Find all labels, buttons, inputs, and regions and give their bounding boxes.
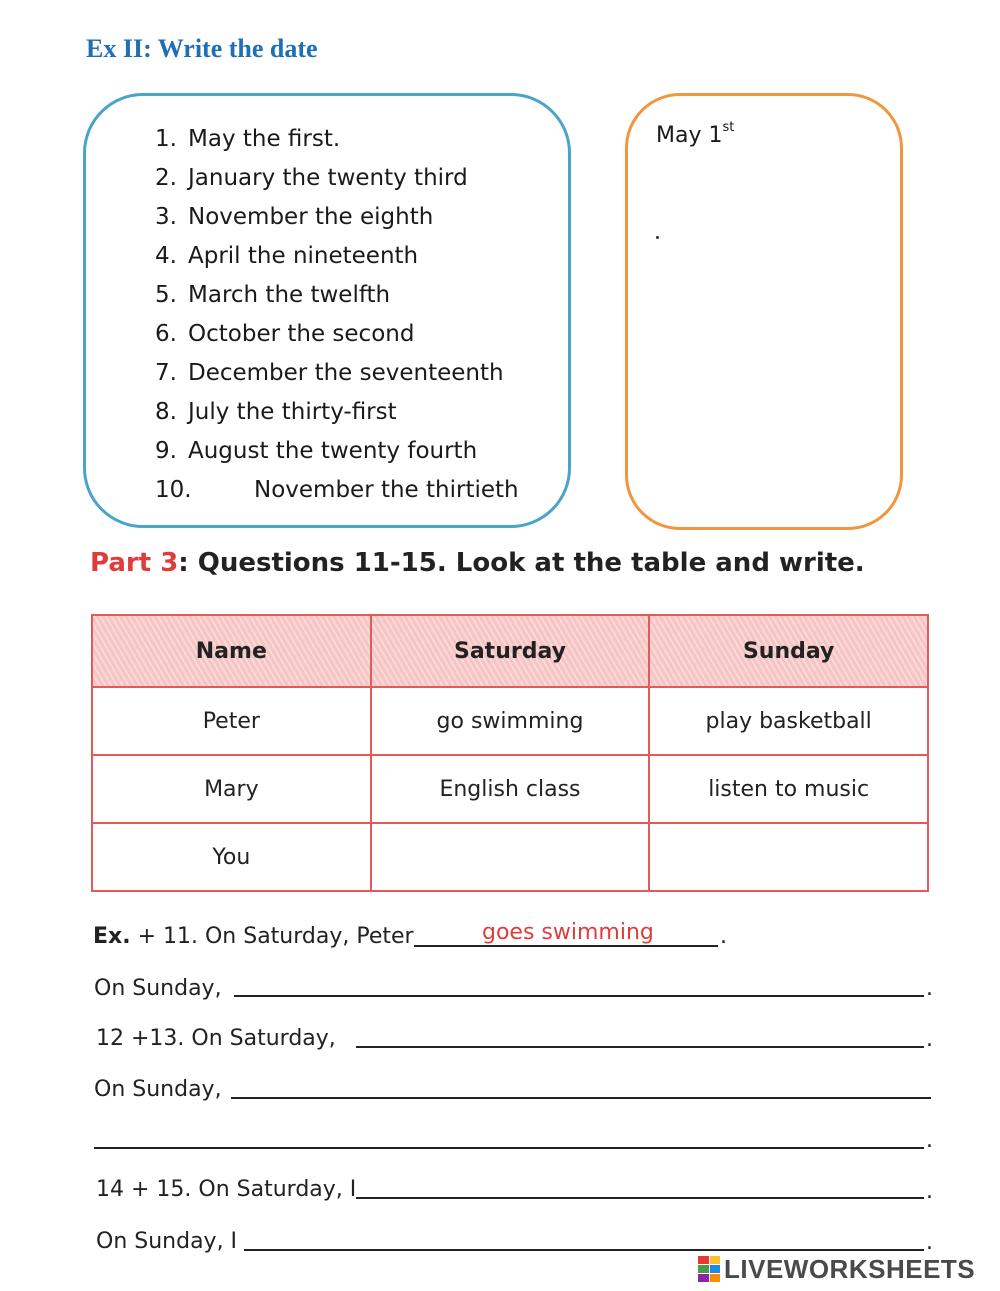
period: . [926, 1027, 933, 1052]
table-cell: You [92, 823, 371, 891]
answer-line-11[interactable] [234, 995, 924, 997]
date-item: 2. January the twenty third [155, 165, 468, 191]
logo-square [710, 1256, 721, 1264]
table-cell: play basketball [649, 687, 928, 755]
date-item: 7. December the seventeenth [155, 360, 504, 386]
table-row [92, 687, 928, 755]
date-item: 1. May the first. [155, 126, 341, 152]
question-line-label: On Sunday, [94, 1077, 222, 1102]
table-row [92, 823, 928, 891]
example-line-label: Ex. + 11. On Saturday, Peter [93, 924, 414, 949]
liveworksheets-logo [698, 1254, 975, 1284]
question-line-label: 12 +13. On Saturday, [96, 1026, 336, 1051]
answer-line-13b[interactable] [94, 1147, 924, 1149]
period: . [926, 1128, 933, 1153]
table-header-row [92, 615, 928, 687]
date-item: 3. November the eighth [155, 204, 434, 230]
logo-square [710, 1274, 721, 1282]
stray-dot [656, 236, 659, 239]
example-answer: goes swimming [482, 920, 654, 945]
date-item: 5. March the twelfth [155, 282, 391, 308]
period: . [720, 924, 727, 949]
table-row [92, 755, 928, 823]
table-cell: English class [371, 755, 650, 823]
table-cell: listen to music [649, 755, 928, 823]
question-line-label: 14 + 15. On Saturday, I [96, 1177, 357, 1202]
date-item: 6. October the second [155, 321, 415, 347]
table-cell: Mary [92, 755, 371, 823]
liveworksheets-icon [698, 1256, 720, 1282]
answer-line-12[interactable] [356, 1046, 924, 1048]
activities-table [91, 614, 929, 892]
exercise-title: Ex II: Write the date [86, 34, 318, 63]
table-cell-empty [371, 823, 650, 891]
answer-line-13a[interactable] [231, 1097, 931, 1099]
answer-line-14[interactable] [356, 1197, 924, 1199]
date-item: 8. July the thirty-first [155, 399, 397, 425]
table-header-cell: Sunday [649, 615, 928, 687]
part3-title: Part 3: Questions 11-15. Look at the table and write. [90, 548, 865, 578]
logo-square [698, 1256, 709, 1264]
table-cell: Peter [92, 687, 371, 755]
logo-square [710, 1265, 721, 1273]
logo-square [698, 1274, 709, 1282]
period: . [926, 1179, 933, 1204]
table-header-cell: Name [92, 615, 371, 687]
logo-square [698, 1265, 709, 1273]
answer-line-15[interactable] [244, 1249, 924, 1251]
example-answer-line [414, 945, 718, 947]
period: . [926, 1230, 933, 1255]
answer-1-text: May 1st [656, 120, 735, 148]
date-item: 9. August the twenty fourth [155, 438, 478, 464]
question-line-label: On Sunday, I [96, 1229, 238, 1254]
table-cell: go swimming [371, 687, 650, 755]
liveworksheets-wordmark: LIVEWORKSHEETS [724, 1253, 976, 1284]
table-header-cell: Saturday [371, 615, 650, 687]
question-line-label: On Sunday, [94, 976, 222, 1001]
date-answer-box[interactable] [625, 93, 903, 530]
date-item: 10. November the thirtieth [155, 477, 519, 503]
period: . [926, 976, 933, 1001]
table-cell-empty [649, 823, 928, 891]
date-item: 4. April the nineteenth [155, 243, 419, 269]
